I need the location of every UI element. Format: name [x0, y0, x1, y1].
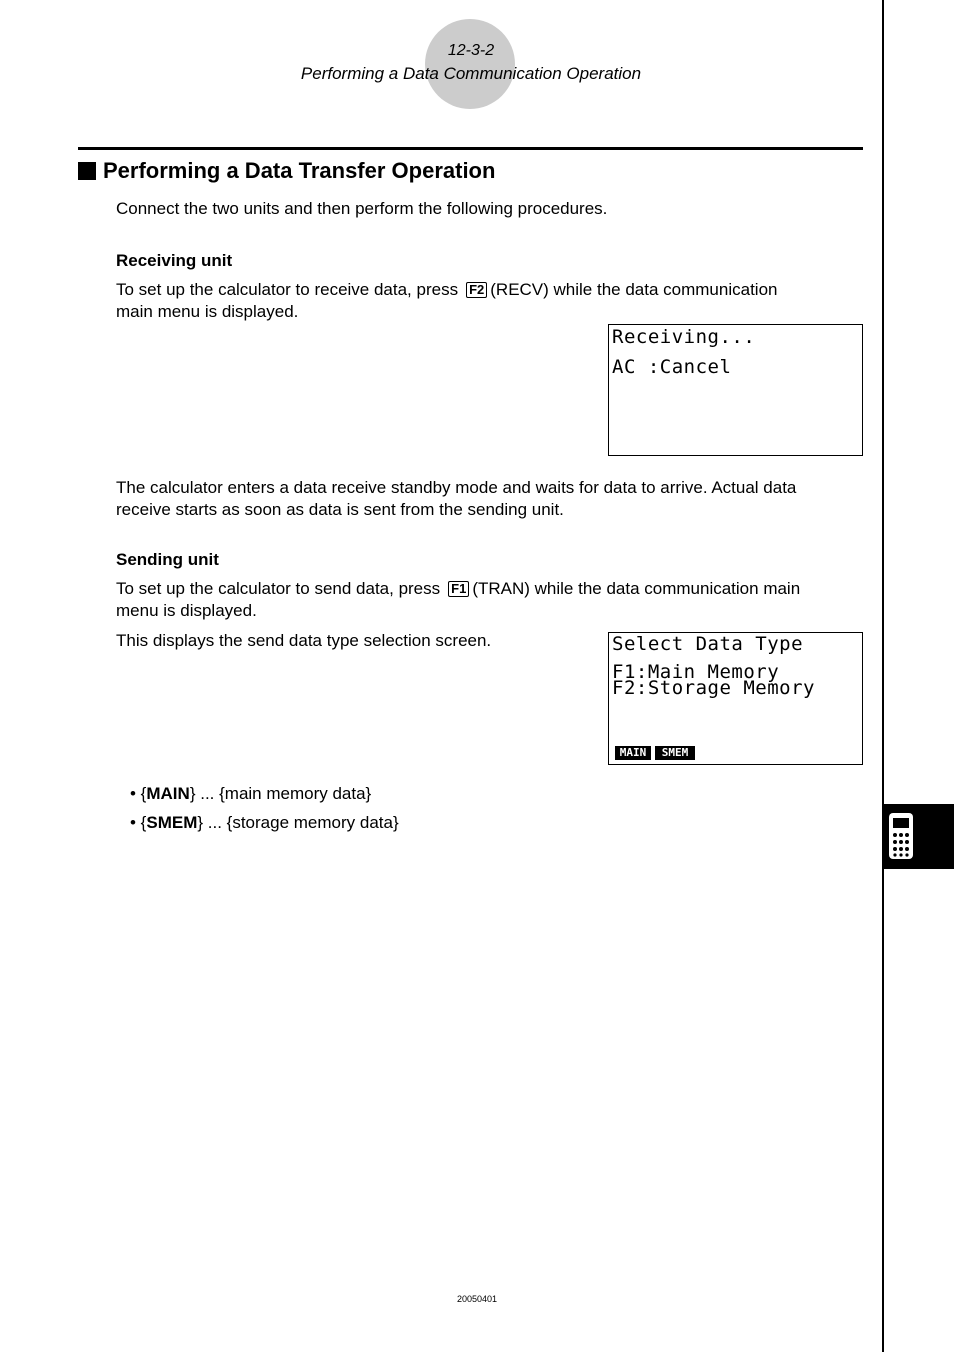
receiving-note-line-1: The calculator enters a data receive standby mode and waits for data to arrive. Actual data	[116, 478, 797, 497]
receiving-note	[116, 477, 796, 521]
chapter-side-tab	[884, 804, 954, 869]
receiving-screen	[608, 324, 863, 456]
screen-line-1: Select Data Type	[612, 633, 804, 655]
receiving-text-3: main menu is displayed.	[116, 302, 299, 321]
sending-instruction	[116, 578, 800, 622]
section-heading	[78, 158, 495, 184]
receiving-instruction	[116, 279, 777, 323]
sending-text-3: menu is displayed.	[116, 601, 257, 620]
f2-key-icon: F2	[466, 282, 487, 298]
intro-text: Connect the two units and then perform the following procedures.	[116, 199, 608, 218]
heading-square-icon	[78, 162, 96, 180]
bullet-desc: ... {storage memory data}	[207, 813, 399, 832]
calculator-icon	[888, 812, 914, 860]
section-heading-text: Performing a Data Transfer Operation	[103, 158, 496, 183]
right-margin-rule	[882, 0, 884, 1352]
sending-display-text: This displays the send data type selection screen.	[116, 631, 492, 650]
receiving-text-2: (RECV) while the data communication	[490, 280, 778, 299]
screen-line-2: AC :Cancel	[612, 356, 732, 378]
bullet-item: • {SMEM} ... {storage memory data}	[130, 813, 399, 832]
receiving-text-1: To set up the calculator to receive data, press	[116, 280, 459, 299]
screen-line-3: F2:Storage Memory	[612, 677, 815, 699]
sending-text-1: To set up the calculator to send data, press	[116, 579, 441, 598]
bullet-item: • {MAIN} ... {main memory data}	[130, 784, 372, 803]
running-header-title: Performing a Data Communication Operation	[300, 64, 642, 83]
f1-key-icon: F1	[448, 581, 469, 597]
screen-line-1: Receiving...	[612, 326, 756, 348]
bullet-key: SMEM	[146, 813, 198, 832]
softkey-smem: SMEM	[655, 746, 695, 760]
footer-code: 20050401	[456, 1294, 498, 1304]
bullet-key: MAIN	[146, 784, 190, 803]
sending-subheading: Sending unit	[116, 550, 219, 569]
section-rule	[78, 147, 863, 150]
receiving-note-line-2: receive starts as soon as data is sent from the sending unit.	[116, 500, 564, 519]
screen-line-2: F1:Main Memory	[612, 661, 780, 683]
softkey-main: MAIN	[615, 746, 651, 760]
receiving-subheading: Receiving unit	[116, 251, 233, 270]
sending-text-2: (TRAN) while the data communication main	[472, 579, 801, 598]
sending-screen	[608, 632, 863, 765]
page-number: 12-3-2	[447, 42, 495, 59]
bullet-desc: ... {main memory data}	[200, 784, 372, 803]
